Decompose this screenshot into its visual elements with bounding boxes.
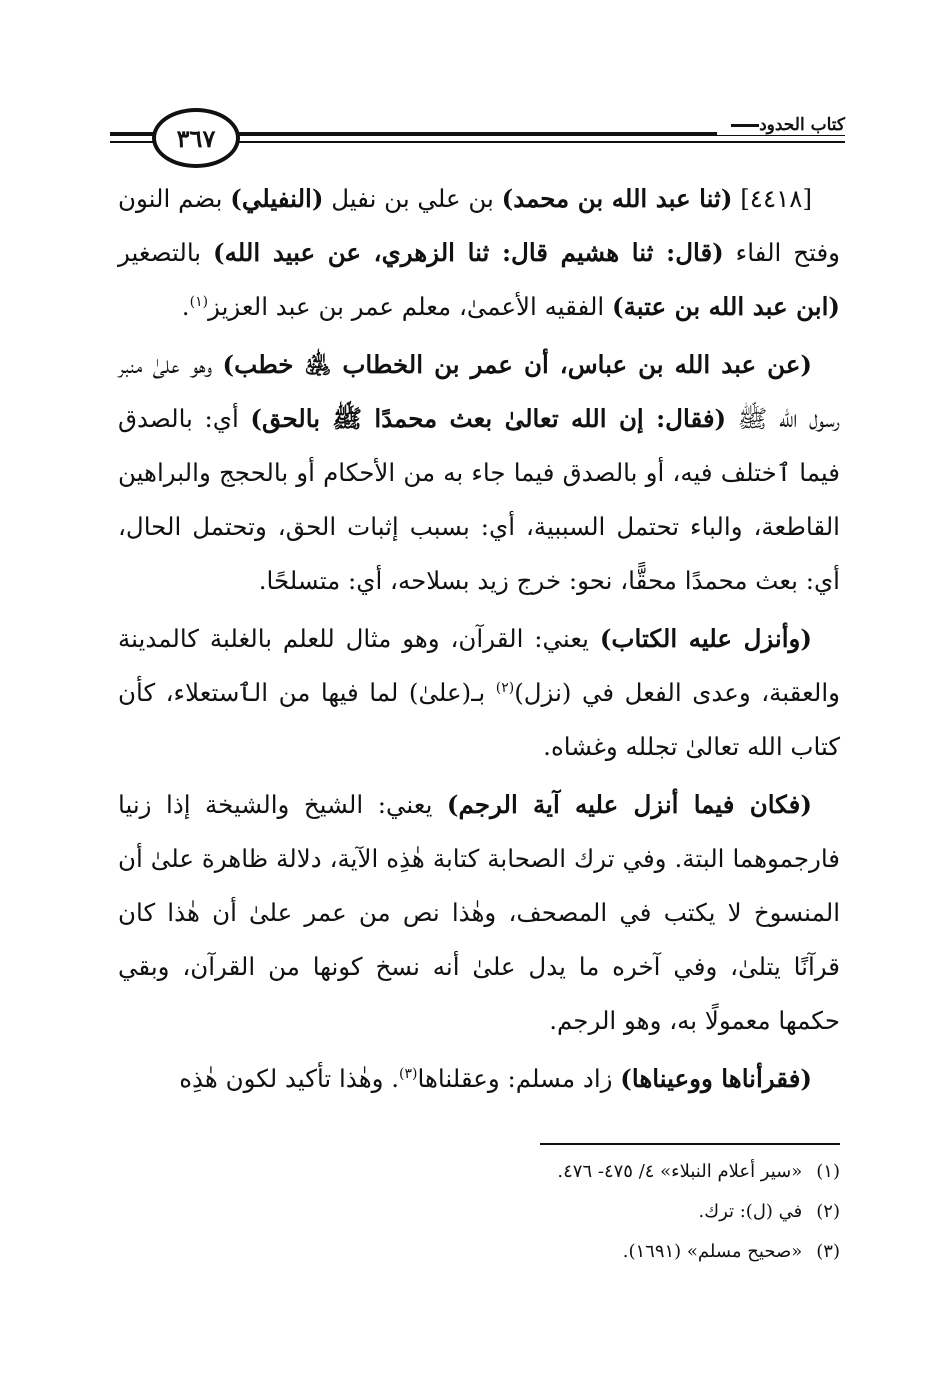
paragraph xyxy=(118,612,840,774)
footnote xyxy=(118,1192,840,1232)
sharh-text: وهو علىٰ منبر رسول الله ﷺ xyxy=(118,350,841,433)
footnote-number: (١) xyxy=(816,1161,840,1182)
sharh-text: يعني: الشيخ والشيخة إذا زنيا فارجموهما البتة. وفي ترك الصحابة كتابة هٰذِه الآية، دلالة ظاهرة علىٰ أن المنسوخ لا يكتب في المصحف، وهٰذا نص من عمر علىٰ أن هٰذا كان قرآنًا يتلىٰ، وفي آخره ما يدل علىٰ أنه نسخ كونها من القرآن، وبقي حكمها معمولًا به، وهو الرجم. xyxy=(118,790,840,1035)
matn-text: (فكان فيما أنزل عليه آية الرجم) xyxy=(446,790,812,819)
page-number: ٣٦٧ xyxy=(176,123,216,153)
sharh-text: . وهٰذا تأكيد لكون هٰذِه xyxy=(179,1064,400,1093)
matn-text: (فقرأناها ووعيناها) xyxy=(620,1064,812,1093)
sharh-text: بالتصغير xyxy=(118,238,214,267)
page-number-badge xyxy=(152,108,240,168)
paragraph xyxy=(118,172,840,334)
footnote-text: «سير أعلام النبلاء» ٤/ ٤٧٥- ٤٧٦. xyxy=(557,1161,803,1182)
sharh-text: . xyxy=(181,292,190,321)
footnote-marker: (٣) xyxy=(399,1065,418,1082)
paragraph xyxy=(118,338,840,608)
matn-text: (ابن عبد الله بن عتبة) xyxy=(612,292,840,321)
matn-text: (النفيلي) xyxy=(230,184,324,213)
sharh-text: أي: بالصدق فيما ٱختلف فيه، أو بالصدق فيما جاء به من الأحكام أو بالحجج والبراهين القاطعة، والباء تحتمل السببية، أي: بسبب إثبات الحق، وتحتمل الحال، أي: بعث محمدًا محقًّا، نحو: خرج زيد بسلاحه، أي: متسلحًا. xyxy=(118,404,840,595)
sharh-text: بضم النون وفتح الفاء xyxy=(118,184,841,267)
main-text xyxy=(118,172,840,1110)
matn-text: (قال: ثنا هشيم قال: ثنا الزهري، عن عبيد الله) xyxy=(213,238,724,267)
paragraph xyxy=(118,1052,840,1106)
sharh-text: الفقيه الأعمىٰ، معلم عمر بن عبد العزيز xyxy=(208,292,613,321)
running-title xyxy=(717,115,845,135)
footnote-number: (٢) xyxy=(816,1201,840,1222)
footnote-text: «صحيح مسلم» (١٦٩١). xyxy=(622,1241,803,1262)
matn-text: (عن عبد الله بن عباس، أن عمر بن الخطاب ﵁ خطب) xyxy=(222,350,813,379)
sharh-text: زاد مسلم: وعقلناها xyxy=(417,1064,621,1093)
sharh-text: [٤٤١٨] xyxy=(732,184,812,213)
book-title-text: كتاب الحدود xyxy=(759,115,845,135)
footnote-separator xyxy=(540,1143,840,1145)
footnote-marker: (٢) xyxy=(495,679,515,696)
title-dash xyxy=(731,124,759,127)
paragraph xyxy=(118,778,840,1048)
matn-text: (وأنزل عليه الكتاب) xyxy=(599,624,812,653)
footnote-number: (٣) xyxy=(816,1241,840,1262)
sharh-text: يعني: القرآن، وهو مثال للعلم بالغلبة كالمدينة والعقبة، وعدى الفعل في (نزل) xyxy=(118,624,840,707)
footnotes xyxy=(118,1152,840,1272)
sharh-text: بن علي بن نفيل xyxy=(323,184,502,213)
footnote-text: في (ل): ترك. xyxy=(698,1201,803,1222)
footnote xyxy=(118,1152,840,1192)
footnote-marker: (١) xyxy=(189,293,209,310)
page-header xyxy=(110,105,845,165)
matn-text: (ثنا عبد الله بن محمد) xyxy=(501,184,733,213)
matn-text: (فقال: إن الله تعالىٰ بعث محمدًا ﷺ بالحق) xyxy=(250,404,727,433)
footnote xyxy=(118,1232,840,1272)
sharh-text: بـ(علىٰ) لما فيها من الٱستعلاء، كأن كتاب الله تعالىٰ تجلله وغشاه. xyxy=(118,678,840,761)
